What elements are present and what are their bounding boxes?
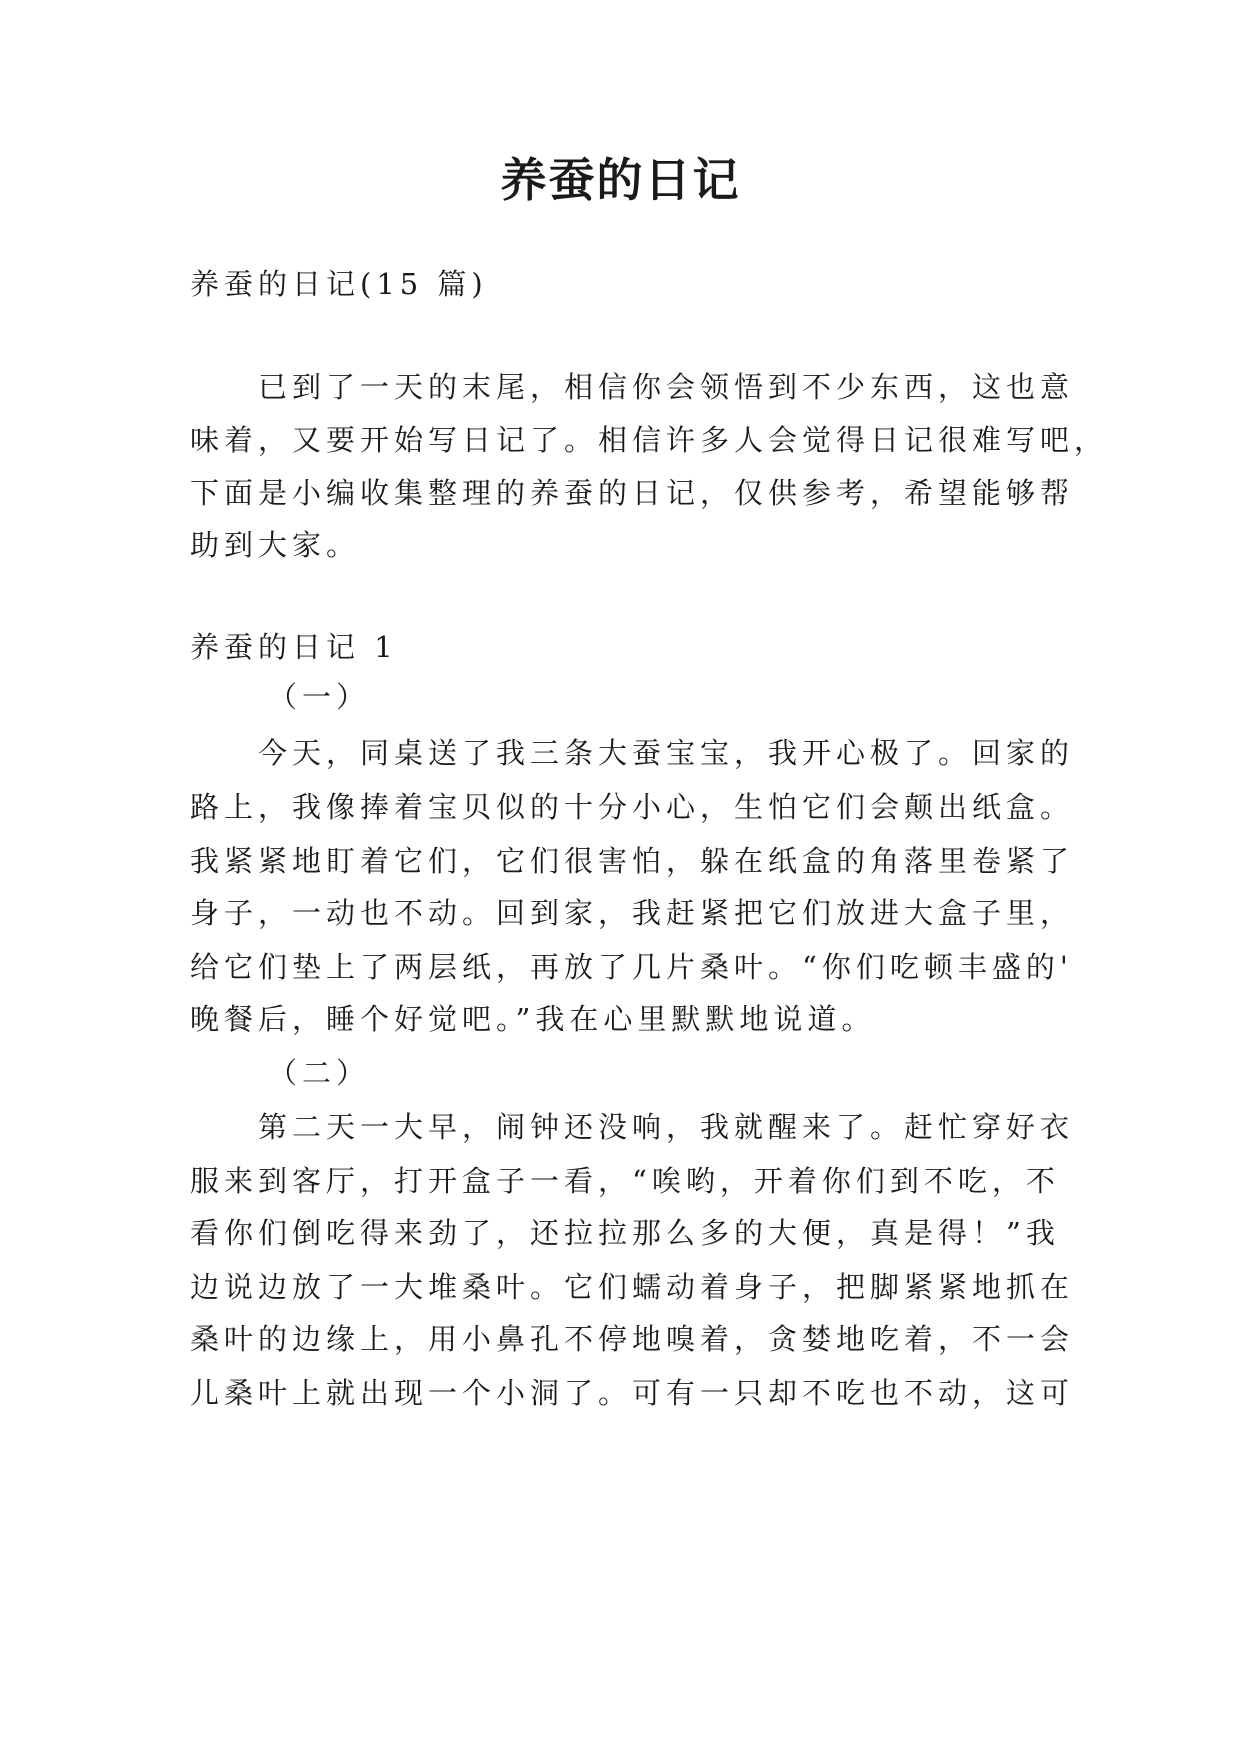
- document-title: 养蚕的日记: [500, 153, 741, 207]
- part2-line-3: 看你们倒吃得来劲了，还拉拉那么多的大便，真是得！”我: [190, 1216, 1060, 1250]
- part2-line-5: 桑叶的边缘上，用小鼻孔不停地嗅着，贪婪地吃着，不一会: [190, 1322, 1075, 1356]
- intro-line-1: 已到了一天的末尾，相信你会领悟到不少东西，这也意: [258, 370, 1075, 404]
- intro-line-4: 助到大家。: [190, 528, 361, 562]
- part2-line-4: 边说边放了一大堆桑叶。它们蠕动着身子，把脚紧紧地抓在: [190, 1270, 1075, 1304]
- part1-line-1: 今天，同桌送了我三条大蚕宝宝，我开心极了。回家的: [258, 736, 1075, 770]
- document-subtitle: 养蚕的日记(15 篇): [190, 267, 488, 301]
- part1-line-4: 身子，一动也不动。回到家，我赶紧把它们放进大盒子里，: [190, 896, 1075, 930]
- part2-line-6: 儿桑叶上就出现一个小洞了。可有一只却不吃也不动，这可: [190, 1376, 1075, 1410]
- part2-line-2: 服来到客厅，打开盒子一看，“唉哟，开着你们到不吃，不: [190, 1164, 1060, 1198]
- part-label-2: （二）: [268, 1056, 371, 1090]
- part1-line-3: 我紧紧地盯着它们，它们很害怕，躲在纸盒的角落里卷紧了: [190, 844, 1075, 878]
- part1-line-6: 晚餐后，睡个好觉吧。”我在心里默默地说道。: [190, 1002, 876, 1036]
- part2-line-1: 第二天一大早，闹钟还没响，我就醒来了。赶忙穿好衣: [258, 1110, 1075, 1144]
- part1-line-5: 给它们垫上了两层纸，再放了几片桑叶。“你们吃顿丰盛的': [190, 950, 1073, 984]
- section-heading: 养蚕的日记 1: [190, 630, 398, 664]
- part1-line-2: 路上，我像捧着宝贝似的十分小心，生怕它们会颠出纸盒。: [190, 790, 1075, 824]
- intro-line-3: 下面是小编收集整理的养蚕的日记，仅供参考，希望能够帮: [190, 476, 1075, 510]
- part-label-1: （一）: [268, 680, 371, 714]
- intro-line-2: 味着，又要开始写日记了。相信许多人会觉得日记很难写吧，: [190, 423, 1109, 457]
